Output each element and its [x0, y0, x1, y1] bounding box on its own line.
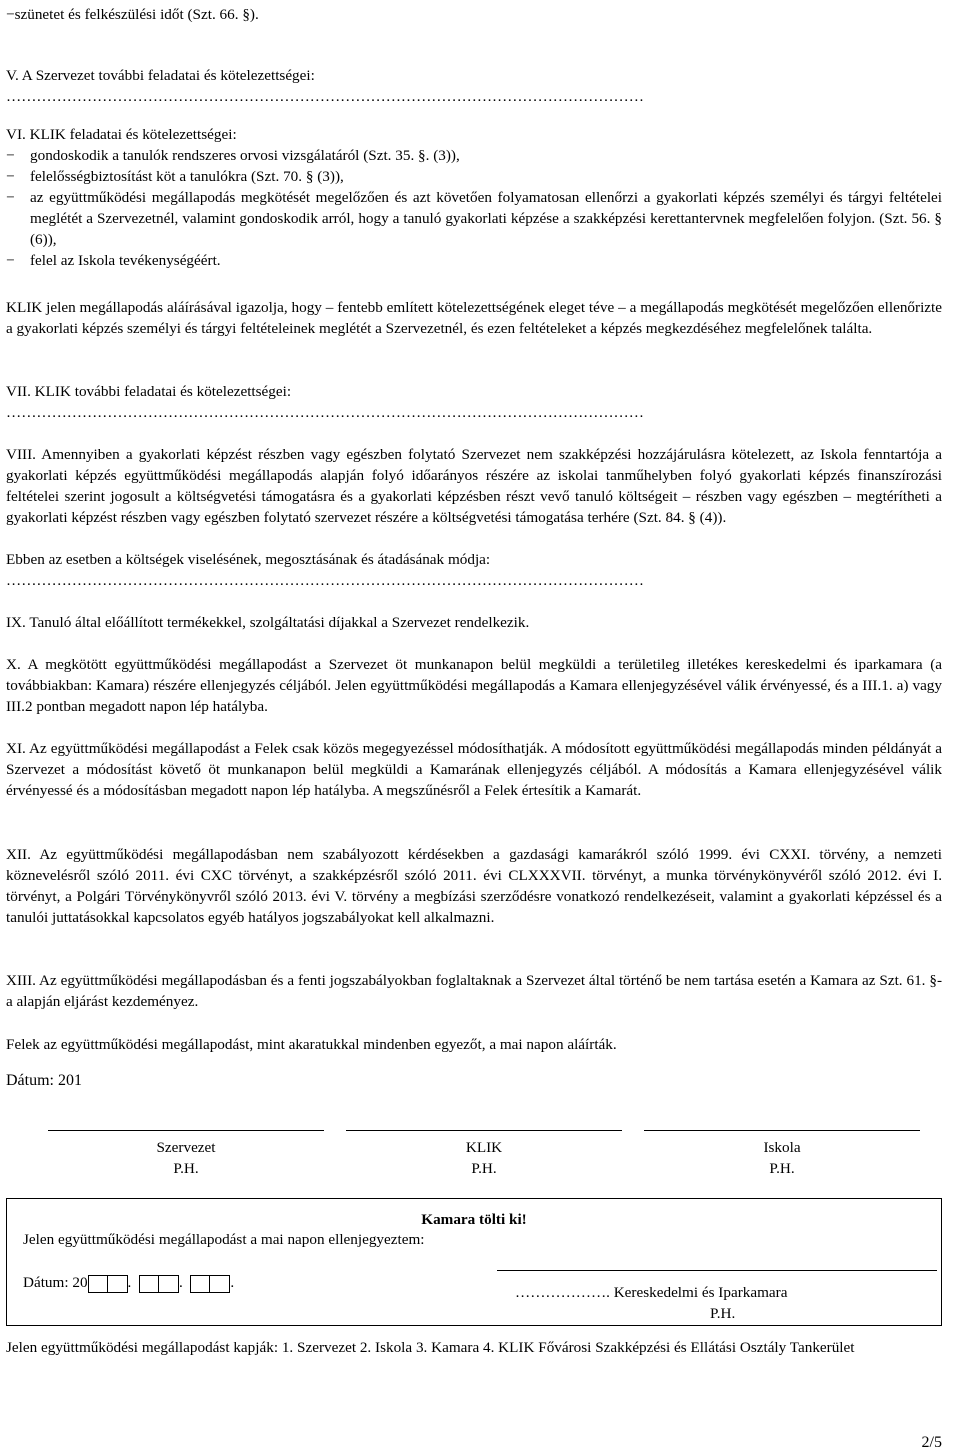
date-separator: .: [178, 1274, 183, 1291]
date-digit-box[interactable]: [159, 1275, 179, 1293]
chamber-box-title: Kamara tölti ki!: [421, 1211, 527, 1228]
signature-party: Iskola: [763, 1139, 801, 1156]
chamber-date-field: [23, 1272, 234, 1293]
chamber-stamp-label: P.H.: [710, 1305, 736, 1322]
signature-block-iskola: [644, 1130, 920, 1179]
section-8-dots: ………………………………………………………………………………………………………………: [6, 572, 644, 589]
section-8-text: VIII. Amennyiben a gyakorlati képzést részben vagy egészben folytató Szervezet nem szakképzési hozzájárulásra kötelezett, az Iskola fenntartója a gyakorlati képzés együttműködési megállapodás alapján folyó időarányos részére az iskolai tanműhelyben folyó gyakorlati képzés finanszírozási feltételei szerint jogosult a költségvetési támogatásra és a gyakorlati képzésben részt vevő tanuló költségeit – részben vagy egészben – megtérítheti a gyakorlati képzést részben vagy egészben folytató szervezet részére a költségvetési támogatása terhére (Szt. 84. § (4)).: [6, 446, 942, 526]
distribution-list: Jelen együttműködési megállapodást kapják: 1. Szervezet 2. Iskola 3. Kamara 4. KLIK Fővárosi Szakképzési és Ellátási Osztály Tankerület: [6, 1339, 855, 1356]
date-digit-box[interactable]: [139, 1275, 159, 1293]
list-item: [6, 187, 942, 250]
section-11-text: XI. Az együttműködési megállapodást a Felek csak közös megegyezéssel módosíthatják. A módosított együttműködési megállapodás minden példányát a Szervezet a módosítást követő öt munkanapon belül megküldi a Kamarának ellenjegyzés céljából. A módosítás a Kamara ellenjegyzésével válik érvényessé és a módosításban megadott napon lép hatályba. A megszűnésről a Felek értesítik a Kamarát.: [6, 740, 942, 799]
list-item: [6, 250, 942, 271]
dash-glyph: −: [6, 189, 15, 206]
stamp-label: P.H.: [471, 1160, 497, 1177]
signature-block-klik: [346, 1130, 622, 1179]
section-12-text: XII. Az együttműködési megállapodásban nem szabályozott kérdésekben a gazdasági kamarákról szóló 1999. évi CXXI. törvény, a nemzeti köznevelésről szóló 2011. évi CXC törvényt, a szakképzésről szóló 2011. évi CLXXXVII. törvényt, a munka törvénykönyvéről szóló 2012. évi I. törvényt, a Polgári Törvénykönyvről szóló 2013. évi V. törvény a megbízási szerződésre vonatkozó rendelkezéseit, valamint a gyakorlati képzéssel és a tanulói juttatásokkal kapcsolatos egyéb hatályos jogszabályokat kell alkalmazni.: [6, 846, 942, 926]
signature-block-szervezet: [48, 1130, 324, 1179]
list-item-text: az együttműködési megállapodás megkötését megelőzően és azt követően folyamatosan ellenőrzi a gyakorlati képzés személyi és tárgyi feltételei meglétét a Szervezetnél, valamint gondoskodik arról, hogy a tanuló gyakorlati képzése a szakképzési kerettantervnek megfelelően folyjon. (Szt. 56. § (6)),: [30, 189, 942, 248]
stamp-label: P.H.: [769, 1160, 795, 1177]
section-5-dots: ………………………………………………………………………………………………………………: [6, 88, 644, 105]
signature-party: Szervezet: [156, 1139, 216, 1156]
dash-glyph: −: [6, 252, 15, 269]
section-6: [6, 124, 942, 271]
chamber-name: ………………. Kereskedelmi és Iparkamara: [515, 1284, 788, 1301]
section-6-title: VI. KLIK feladatai és kötelezettségei:: [6, 126, 237, 143]
signature-row: [6, 1130, 942, 1196]
signature-line: [48, 1130, 324, 1131]
top-line: [6, 4, 259, 25]
signature-line: [644, 1130, 920, 1131]
dash-glyph: −: [6, 147, 15, 164]
stamp-label: P.H.: [173, 1160, 199, 1177]
date-separator: .: [230, 1274, 235, 1291]
dash-glyph: −: [6, 168, 15, 185]
date-label: Dátum: 201: [6, 1072, 82, 1089]
chamber-date-prefix: Dátum: 20: [23, 1274, 88, 1291]
list-item-text: gondoskodik a tanulók rendszeres orvosi vizsgálatáról (Szt. 35. §. (3)),: [30, 147, 460, 164]
section-7-dots: ………………………………………………………………………………………………………………: [6, 404, 644, 421]
signature-line: [346, 1130, 622, 1131]
date-separator: .: [127, 1274, 132, 1291]
date-digit-box[interactable]: [210, 1275, 230, 1293]
date-digit-box[interactable]: [190, 1275, 210, 1293]
section-5-title: V. A Szervezet további feladatai és kötelezettségei:: [6, 67, 315, 84]
chamber-countersign-box: [6, 1198, 942, 1326]
date-digit-box[interactable]: [88, 1275, 108, 1293]
date-digit-box[interactable]: [108, 1275, 128, 1293]
section-9-text: IX. Tanuló által előállított termékekkel, szolgáltatási díjakkal a Szervezet rendelkezik.: [6, 614, 530, 631]
dash-glyph: −: [6, 6, 15, 23]
section-8-cost-line: Ebben az esetben a költségek viselésének, megosztásának és átadásának módja:: [6, 551, 491, 568]
chamber-box-statement: Jelen együttműködési megállapodást a mai napon ellenjegyeztem:: [23, 1231, 425, 1248]
closing-sentence: Felek az együttműködési megállapodást, mint akaratukkal mindenben egyezőt, a mai napon aláírták.: [6, 1036, 617, 1053]
signature-party: KLIK: [465, 1139, 503, 1156]
list-item: [6, 166, 942, 187]
list-item-text: felelősségbiztosítást köt a tanulókra (Szt. 70. § (3)),: [30, 168, 344, 185]
list-item: [6, 145, 942, 166]
section-7-title: VII. KLIK további feladatai és kötelezettségei:: [6, 383, 292, 400]
section-10-text: X. A megkötött együttműködési megállapodást a Szervezet öt munkanapon belül megküldi a területileg illetékes kereskedelmi és iparkamara (a továbbiakban: Kamara) részére ellenjegyzés céljából. Jelen együttműködési megállapodás a Kamara ellenjegyzésével válik érvényessé, és a III.1. a) vagy III.2 pontban megadott napon lép hatályba.: [6, 656, 942, 715]
list-item-text: felel az Iskola tevékenységéért.: [30, 252, 221, 269]
page-number: 2/5: [921, 1434, 942, 1451]
chamber-signature-line: [497, 1270, 937, 1271]
top-line-text: szünetet és felkészülési időt (Szt. 66. §).: [14, 6, 259, 23]
klik-confirmation-paragraph: KLIK jelen megállapodás aláírásával igazolja, hogy – fentebb említett kötelezettségének eleget téve – a megállapodás megkötését megelőzően ellenőrizte a gyakorlati képzés személyi és tárgyi feltételeinek meglétét a Szervezetnél, és ezen feltételeket a képzés megkezdéséhez megfelelőnek találta.: [6, 299, 942, 337]
section-13-text: XIII. Az együttműködési megállapodásban és a fenti jogszabályokban foglaltaknak a Szervezet által történő be nem tartása esetén a Kamara az Szt. 61. §-a alapján eljárást kezdeményez.: [6, 972, 942, 1010]
